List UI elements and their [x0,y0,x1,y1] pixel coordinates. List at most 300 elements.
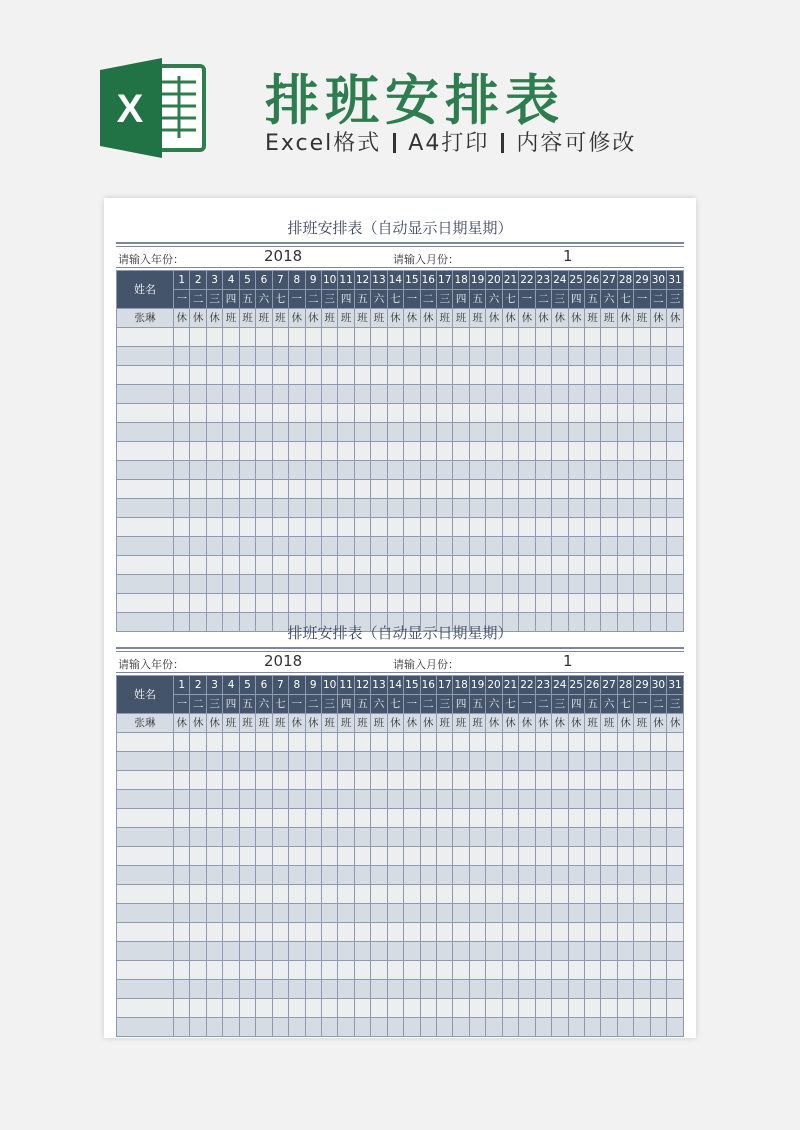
empty-cell[interactable] [338,442,354,461]
empty-cell[interactable] [223,480,239,499]
empty-cell[interactable] [305,499,321,518]
empty-cell[interactable] [338,885,354,904]
empty-cell[interactable] [387,885,403,904]
shift-cell[interactable]: 休 [519,714,535,733]
empty-cell[interactable] [338,480,354,499]
empty-cell[interactable] [486,904,502,923]
empty-cell[interactable] [568,923,584,942]
empty-cell[interactable] [387,556,403,575]
empty-cell[interactable] [568,733,584,752]
empty-cell[interactable] [486,461,502,480]
empty-cell[interactable] [174,575,190,594]
empty-cell[interactable] [601,442,617,461]
empty-cell[interactable] [552,385,568,404]
empty-cell[interactable] [117,752,174,771]
empty-cell[interactable] [272,999,288,1018]
empty-cell[interactable] [568,594,584,613]
empty-cell[interactable] [568,423,584,442]
empty-cell[interactable] [289,961,305,980]
empty-cell[interactable] [117,961,174,980]
empty-cell[interactable] [117,575,174,594]
empty-cell[interactable] [338,518,354,537]
empty-cell[interactable] [453,904,469,923]
empty-cell[interactable] [420,594,436,613]
empty-cell[interactable] [272,347,288,366]
empty-cell[interactable] [486,885,502,904]
empty-cell[interactable] [568,980,584,999]
empty-cell[interactable] [650,847,666,866]
empty-cell[interactable] [667,771,684,790]
empty-cell[interactable] [289,328,305,347]
empty-cell[interactable] [601,423,617,442]
empty-cell[interactable] [404,480,420,499]
empty-cell[interactable] [650,904,666,923]
empty-cell[interactable] [289,1018,305,1037]
empty-cell[interactable] [305,866,321,885]
empty-cell[interactable] [437,828,453,847]
empty-cell[interactable] [305,828,321,847]
empty-cell[interactable] [223,961,239,980]
empty-cell[interactable] [338,790,354,809]
empty-cell[interactable] [289,980,305,999]
empty-cell[interactable] [289,404,305,423]
empty-cell[interactable] [667,847,684,866]
empty-cell[interactable] [535,556,551,575]
empty-cell[interactable] [502,499,518,518]
empty-cell[interactable] [404,733,420,752]
empty-cell[interactable] [272,904,288,923]
empty-cell[interactable] [206,809,222,828]
empty-cell[interactable] [535,366,551,385]
empty-cell[interactable] [354,866,370,885]
empty-cell[interactable] [650,404,666,423]
empty-cell[interactable] [650,594,666,613]
empty-cell[interactable] [354,828,370,847]
empty-cell[interactable] [338,347,354,366]
empty-cell[interactable] [206,594,222,613]
empty-cell[interactable] [223,866,239,885]
empty-cell[interactable] [206,404,222,423]
empty-cell[interactable] [568,1018,584,1037]
empty-cell[interactable] [371,347,387,366]
shift-cell[interactable]: 班 [453,309,469,328]
empty-cell[interactable] [239,904,255,923]
empty-cell[interactable] [584,404,600,423]
empty-cell[interactable] [584,537,600,556]
empty-cell[interactable] [650,385,666,404]
empty-cell[interactable] [601,771,617,790]
empty-cell[interactable] [190,904,206,923]
empty-cell[interactable] [502,1018,518,1037]
empty-cell[interactable] [354,499,370,518]
empty-cell[interactable] [272,499,288,518]
empty-cell[interactable] [634,999,650,1018]
empty-cell[interactable] [387,923,403,942]
empty-cell[interactable] [453,790,469,809]
empty-cell[interactable] [117,442,174,461]
shift-cell[interactable]: 班 [371,309,387,328]
empty-cell[interactable] [272,556,288,575]
empty-cell[interactable] [289,790,305,809]
empty-cell[interactable] [404,809,420,828]
empty-cell[interactable] [601,809,617,828]
empty-cell[interactable] [601,480,617,499]
empty-cell[interactable] [223,537,239,556]
empty-cell[interactable] [174,809,190,828]
empty-cell[interactable] [535,423,551,442]
empty-cell[interactable] [568,537,584,556]
empty-cell[interactable] [502,752,518,771]
empty-cell[interactable] [404,556,420,575]
empty-cell[interactable] [272,809,288,828]
empty-cell[interactable] [117,904,174,923]
empty-cell[interactable] [223,442,239,461]
empty-cell[interactable] [552,904,568,923]
empty-cell[interactable] [469,847,485,866]
empty-cell[interactable] [634,961,650,980]
empty-cell[interactable] [650,537,666,556]
empty-cell[interactable] [239,866,255,885]
empty-cell[interactable] [584,942,600,961]
shift-cell[interactable]: 休 [535,309,551,328]
empty-cell[interactable] [667,347,684,366]
empty-cell[interactable] [272,771,288,790]
empty-cell[interactable] [305,733,321,752]
shift-cell[interactable]: 班 [354,714,370,733]
empty-cell[interactable] [568,790,584,809]
empty-cell[interactable] [634,366,650,385]
empty-cell[interactable] [174,423,190,442]
empty-cell[interactable] [174,999,190,1018]
shift-cell[interactable]: 班 [321,714,337,733]
empty-cell[interactable] [437,537,453,556]
empty-cell[interactable] [519,942,535,961]
empty-cell[interactable] [174,328,190,347]
empty-cell[interactable] [305,518,321,537]
empty-cell[interactable] [206,328,222,347]
shift-cell[interactable]: 班 [272,309,288,328]
empty-cell[interactable] [117,999,174,1018]
empty-cell[interactable] [305,942,321,961]
empty-cell[interactable] [272,423,288,442]
empty-cell[interactable] [568,385,584,404]
empty-cell[interactable] [568,961,584,980]
empty-cell[interactable] [634,556,650,575]
empty-cell[interactable] [404,771,420,790]
shift-cell[interactable]: 休 [667,309,684,328]
empty-cell[interactable] [354,1018,370,1037]
empty-cell[interactable] [354,442,370,461]
empty-cell[interactable] [437,594,453,613]
empty-cell[interactable] [469,423,485,442]
empty-cell[interactable] [272,594,288,613]
empty-cell[interactable] [634,480,650,499]
empty-cell[interactable] [634,885,650,904]
empty-cell[interactable] [469,366,485,385]
shift-cell[interactable]: 休 [617,714,633,733]
empty-cell[interactable] [305,575,321,594]
empty-cell[interactable] [535,980,551,999]
empty-cell[interactable] [617,923,633,942]
empty-cell[interactable] [174,733,190,752]
empty-cell[interactable] [272,385,288,404]
empty-cell[interactable] [354,461,370,480]
empty-cell[interactable] [667,923,684,942]
empty-cell[interactable] [486,366,502,385]
shift-cell[interactable]: 班 [601,309,617,328]
empty-cell[interactable] [404,923,420,942]
empty-cell[interactable] [486,404,502,423]
empty-cell[interactable] [256,733,272,752]
empty-cell[interactable] [354,480,370,499]
empty-cell[interactable] [239,771,255,790]
empty-cell[interactable] [190,499,206,518]
empty-cell[interactable] [239,752,255,771]
empty-cell[interactable] [486,771,502,790]
empty-cell[interactable] [420,480,436,499]
empty-cell[interactable] [437,1018,453,1037]
empty-cell[interactable] [223,385,239,404]
empty-cell[interactable] [519,923,535,942]
empty-cell[interactable] [552,423,568,442]
employee-name[interactable]: 张琳 [117,309,174,328]
empty-cell[interactable] [634,866,650,885]
empty-cell[interactable] [387,499,403,518]
empty-cell[interactable] [502,385,518,404]
empty-cell[interactable] [486,999,502,1018]
empty-cell[interactable] [453,733,469,752]
shift-cell[interactable]: 休 [305,714,321,733]
empty-cell[interactable] [239,556,255,575]
empty-cell[interactable] [321,480,337,499]
empty-cell[interactable] [469,885,485,904]
empty-cell[interactable] [387,480,403,499]
empty-cell[interactable] [223,790,239,809]
month-input[interactable]: 1 [563,247,573,265]
empty-cell[interactable] [289,752,305,771]
empty-cell[interactable] [404,442,420,461]
empty-cell[interactable] [617,980,633,999]
empty-cell[interactable] [634,980,650,999]
empty-cell[interactable] [338,904,354,923]
empty-cell[interactable] [469,942,485,961]
empty-cell[interactable] [305,385,321,404]
empty-cell[interactable] [206,499,222,518]
empty-cell[interactable] [502,885,518,904]
empty-cell[interactable] [650,328,666,347]
empty-cell[interactable] [568,575,584,594]
empty-cell[interactable] [535,828,551,847]
empty-cell[interactable] [634,923,650,942]
empty-cell[interactable] [305,847,321,866]
empty-cell[interactable] [321,404,337,423]
empty-cell[interactable] [289,923,305,942]
empty-cell[interactable] [256,980,272,999]
empty-cell[interactable] [174,480,190,499]
empty-cell[interactable] [354,980,370,999]
empty-cell[interactable] [552,790,568,809]
empty-cell[interactable] [453,480,469,499]
empty-cell[interactable] [404,461,420,480]
empty-cell[interactable] [667,442,684,461]
empty-cell[interactable] [338,980,354,999]
empty-cell[interactable] [617,461,633,480]
shift-cell[interactable]: 班 [437,309,453,328]
empty-cell[interactable] [453,923,469,942]
empty-cell[interactable] [519,771,535,790]
empty-cell[interactable] [469,790,485,809]
empty-cell[interactable] [354,847,370,866]
empty-cell[interactable] [117,809,174,828]
empty-cell[interactable] [190,328,206,347]
empty-cell[interactable] [617,790,633,809]
empty-cell[interactable] [469,752,485,771]
empty-cell[interactable] [190,575,206,594]
empty-cell[interactable] [634,733,650,752]
empty-cell[interactable] [387,328,403,347]
empty-cell[interactable] [190,885,206,904]
empty-cell[interactable] [486,733,502,752]
empty-cell[interactable] [420,499,436,518]
empty-cell[interactable] [117,942,174,961]
empty-cell[interactable] [552,404,568,423]
empty-cell[interactable] [256,999,272,1018]
empty-cell[interactable] [289,904,305,923]
empty-cell[interactable] [584,347,600,366]
empty-cell[interactable] [617,499,633,518]
empty-cell[interactable] [404,866,420,885]
empty-cell[interactable] [305,771,321,790]
empty-cell[interactable] [667,385,684,404]
shift-cell[interactable]: 休 [305,309,321,328]
empty-cell[interactable] [190,385,206,404]
empty-cell[interactable] [289,866,305,885]
empty-cell[interactable] [190,423,206,442]
empty-cell[interactable] [568,366,584,385]
empty-cell[interactable] [256,885,272,904]
empty-cell[interactable] [667,480,684,499]
empty-cell[interactable] [519,790,535,809]
empty-cell[interactable] [437,575,453,594]
empty-cell[interactable] [239,537,255,556]
empty-cell[interactable] [568,847,584,866]
empty-cell[interactable] [437,518,453,537]
empty-cell[interactable] [667,999,684,1018]
empty-cell[interactable] [437,809,453,828]
empty-cell[interactable] [239,423,255,442]
empty-cell[interactable] [321,385,337,404]
empty-cell[interactable] [190,828,206,847]
empty-cell[interactable] [256,480,272,499]
empty-cell[interactable] [453,366,469,385]
empty-cell[interactable] [420,442,436,461]
empty-cell[interactable] [190,366,206,385]
empty-cell[interactable] [404,999,420,1018]
shift-cell[interactable]: 班 [469,714,485,733]
empty-cell[interactable] [667,461,684,480]
empty-cell[interactable] [552,442,568,461]
empty-cell[interactable] [387,961,403,980]
shift-cell[interactable]: 休 [190,309,206,328]
empty-cell[interactable] [256,904,272,923]
empty-cell[interactable] [206,942,222,961]
empty-cell[interactable] [174,866,190,885]
empty-cell[interactable] [535,752,551,771]
empty-cell[interactable] [420,866,436,885]
empty-cell[interactable] [289,771,305,790]
empty-cell[interactable] [305,885,321,904]
empty-cell[interactable] [601,999,617,1018]
empty-cell[interactable] [371,328,387,347]
empty-cell[interactable] [338,771,354,790]
empty-cell[interactable] [453,809,469,828]
empty-cell[interactable] [117,461,174,480]
empty-cell[interactable] [371,752,387,771]
empty-cell[interactable] [321,733,337,752]
empty-cell[interactable] [206,461,222,480]
empty-cell[interactable] [239,885,255,904]
empty-cell[interactable] [321,518,337,537]
empty-cell[interactable] [206,733,222,752]
empty-cell[interactable] [535,442,551,461]
empty-cell[interactable] [387,518,403,537]
empty-cell[interactable] [486,790,502,809]
empty-cell[interactable] [420,790,436,809]
empty-cell[interactable] [519,556,535,575]
shift-cell[interactable]: 班 [634,714,650,733]
empty-cell[interactable] [223,328,239,347]
empty-cell[interactable] [568,866,584,885]
empty-cell[interactable] [420,809,436,828]
empty-cell[interactable] [387,442,403,461]
empty-cell[interactable] [437,480,453,499]
empty-cell[interactable] [305,480,321,499]
empty-cell[interactable] [453,999,469,1018]
empty-cell[interactable] [486,1018,502,1037]
empty-cell[interactable] [584,423,600,442]
empty-cell[interactable] [420,537,436,556]
empty-cell[interactable] [667,594,684,613]
empty-cell[interactable] [453,328,469,347]
empty-cell[interactable] [601,347,617,366]
empty-cell[interactable] [371,499,387,518]
empty-cell[interactable] [239,809,255,828]
empty-cell[interactable] [371,942,387,961]
empty-cell[interactable] [584,594,600,613]
empty-cell[interactable] [437,790,453,809]
empty-cell[interactable] [206,442,222,461]
empty-cell[interactable] [601,866,617,885]
empty-cell[interactable] [453,1018,469,1037]
empty-cell[interactable] [117,1018,174,1037]
shift-cell[interactable]: 班 [338,309,354,328]
empty-cell[interactable] [305,1018,321,1037]
month-input[interactable]: 1 [563,652,573,670]
empty-cell[interactable] [354,790,370,809]
empty-cell[interactable] [371,385,387,404]
empty-cell[interactable] [634,771,650,790]
empty-cell[interactable] [223,828,239,847]
empty-cell[interactable] [552,847,568,866]
empty-cell[interactable] [117,771,174,790]
empty-cell[interactable] [190,771,206,790]
empty-cell[interactable] [519,328,535,347]
empty-cell[interactable] [634,404,650,423]
empty-cell[interactable] [552,961,568,980]
empty-cell[interactable] [174,1018,190,1037]
empty-cell[interactable] [584,961,600,980]
empty-cell[interactable] [305,328,321,347]
